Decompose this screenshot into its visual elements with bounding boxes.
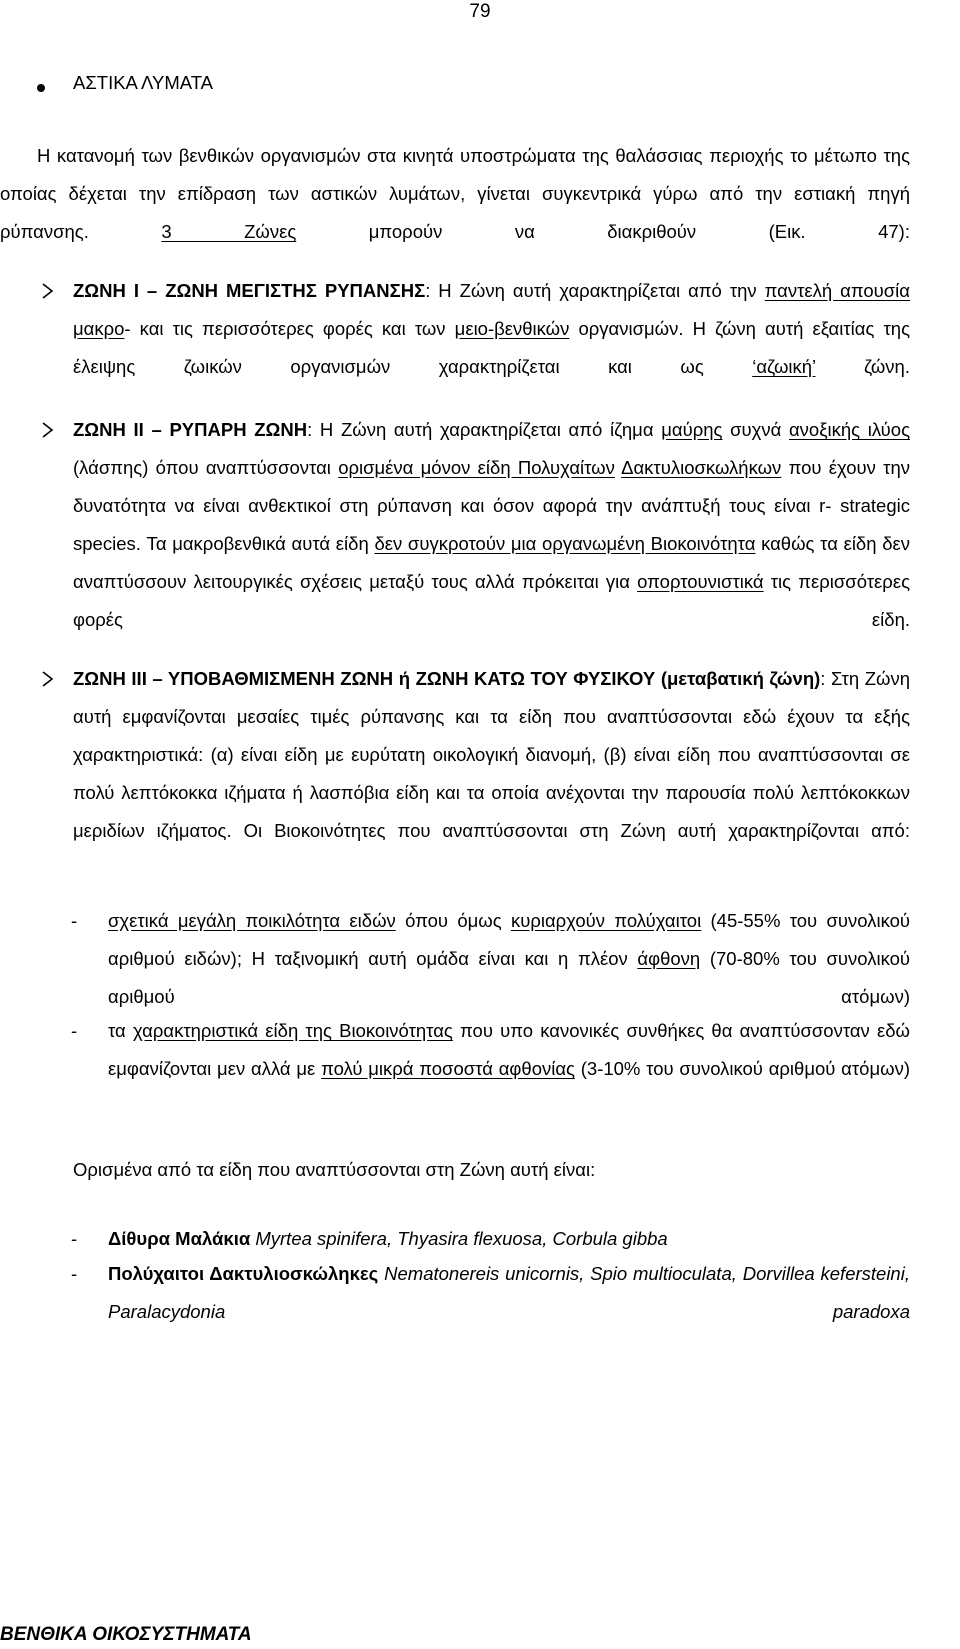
species-item-1 bbox=[108, 1220, 910, 1258]
zone-1-paragraph bbox=[73, 272, 910, 424]
arrow-bullet-icon bbox=[37, 669, 57, 689]
zone-2-text-7: τις περισσότερες φορές είδη. bbox=[73, 571, 910, 630]
zone-1-text-4: ζώνη. bbox=[815, 356, 910, 377]
zone-3-title: ΖΩΝΗ ΙΙΙ – ΥΠΟΒΑΘΜΙΣΜΕΝΗ ΖΩΝΗ ή ΖΩΝΗ ΚΑΤΩ ΤΟΥ ΦΥΣΙΚΟΥ (μεταβατική ζώνη) bbox=[73, 668, 821, 689]
species-names-1: Myrtea spinifera, Thyasira flexuosa, Corbula gibba bbox=[250, 1228, 668, 1249]
species-group-1: Δίθυρα Μαλάκια bbox=[108, 1228, 251, 1249]
item-1-text-2: (45-55% του συνολικού αριθμού ειδών); Η ταξινομική αυτή ομάδα είναι και η πλέον bbox=[108, 910, 910, 969]
page-number: 79 bbox=[469, 1, 491, 22]
zone-3-item-2 bbox=[108, 1012, 910, 1126]
species-group-2: Πολύχαιτοι Δακτυλιοσκώληκες bbox=[108, 1263, 379, 1284]
arrow-bullet-icon bbox=[37, 281, 57, 301]
zone-2-text-6: καθώς τα είδη δεν αναπτύσσουν λειτουργικές σχέσεις μεταξύ τους αλλά πρόκειται για bbox=[73, 533, 910, 592]
zone-2-underline-2: ανοξικής ιλύος bbox=[788, 419, 910, 440]
zone-3-text-1: : Στη Ζώνη αυτή εμφανίζονται μεσαίες τιμές ρύπανσης και τα είδη που αναπτύσσονται εδώ έχουν τα εξής χαρακτηριστικά: (α) είναι είδη με ευρύτατη οικολογική διανομή, (β) είναι είδη που αναπτύσσονται σε πολύ λεπτόκοκκα ιζήματα ή λασπόβια είδη και τα οποία ανέχονται την παρουσία πολύ λεπτόκοκκων μεριδίων ιζήματος. Οι Βιοκοινότητες που αναπτύσσονται στη Ζώνη αυτή χαρακτηρίζονται από: bbox=[73, 668, 910, 841]
zone-1-text-3: οργανισμών. Η ζώνη αυτή εξαιτίας της έλειψης ζωικών οργανισμών χαρακτηρίζεται και ως bbox=[73, 318, 910, 377]
zone-2-underline-4: Δακτυλιοσκωλήκων bbox=[621, 457, 782, 478]
section-heading: ΑΣΤΙΚΑ ΛΥΜΑΤΑ bbox=[73, 72, 213, 93]
dash-marker: - bbox=[71, 1263, 78, 1284]
item-1-underline-3: άφθονη bbox=[637, 948, 701, 969]
item-2-text-2: που υπο κανονικές συνθήκες θα αναπτύσσονταν εδώ εμφανίζονται μεν αλλά με bbox=[108, 1020, 910, 1079]
bullet-icon bbox=[37, 84, 45, 92]
dash-marker: - bbox=[71, 910, 78, 931]
item-1-text-3: (70-80% του συνολικού αριθμού ατόμων) bbox=[108, 948, 910, 1007]
zone-1-underline-3: ‘αζωική’ bbox=[752, 356, 816, 377]
page-footer: ΒΕΝΘΙΚΑ ΟΙΚΟΣΥΣΤΗΜΑΤΑ bbox=[0, 1624, 252, 1645]
zone-1-title: ΖΩΝΗ Ι – ΖΩΝΗ ΜΕΓΙΣΤΗΣ ΡΥΠΑΝΣΗΣ bbox=[73, 280, 426, 301]
intro-paragraph bbox=[0, 137, 910, 289]
zone-2-text-3: (λάσπης) όπου αναπτύσσονται bbox=[73, 457, 339, 478]
intro-text-1: Η κατανομή των βενθικών οργανισμών στα κινητά υποστρώματα της θαλάσσιας περιοχής το μέτωπο της οποίας δέχεται την επίδραση των αστικών λυμάτων, γίνεται συγκεντρικά γύρω από την εστιακή πηγή ρύπανσης. bbox=[0, 145, 910, 242]
dash-marker: - bbox=[71, 1020, 78, 1041]
species-intro: Ορισμένα από τα είδη που αναπτύσσονται στη Ζώνη αυτή είναι: bbox=[73, 1159, 596, 1180]
zone-2-underline-3: ορισμένα μόνον είδη Πολυχαίτων bbox=[338, 457, 615, 478]
zone-1-text-2: - και τις περισσότερες φορές και των bbox=[124, 318, 455, 339]
intro-underline-1: 3 Ζώνες bbox=[161, 221, 297, 242]
item-2-underline-1: χαρακτηριστικά είδη της Βιοκοινότητας bbox=[132, 1020, 453, 1041]
zone-2-paragraph bbox=[73, 411, 910, 677]
zone-2-text-5: που έχουν την δυνατότητα να είναι ανθεκτικοί στη ρύπανση και όσον αφορά την ανάπτυξή τους είναι r- strategic species. Τα μακροβενθικά αυτά είδη bbox=[73, 457, 910, 554]
zone-1-underline-2: μειο-βενθικών bbox=[454, 318, 570, 339]
zone-2-title: ΖΩΝΗ ΙΙ – ΡΥΠΑΡΗ ΖΩΝΗ bbox=[73, 419, 308, 440]
species-item-2 bbox=[108, 1255, 910, 1369]
zone-1-text-1: : Η Ζώνη αυτή χαρακτηρίζεται από την bbox=[425, 280, 765, 301]
item-1-underline-2: κυριαρχούν πολύχαιτοι bbox=[510, 910, 702, 931]
item-1-underline-1: σχετικά μεγάλη ποικιλότητα ειδών bbox=[108, 910, 396, 931]
arrow-bullet-icon bbox=[37, 420, 57, 440]
item-1-text-1: όπου όμως bbox=[395, 910, 511, 931]
zone-2-underline-1: μαύρης bbox=[661, 419, 723, 440]
intro-text-2: μπορούν να διακριθούν (Εικ. 47): bbox=[296, 221, 910, 242]
item-2-text-1: τα bbox=[108, 1020, 133, 1041]
zone-2-text-2: συχνά bbox=[722, 419, 789, 440]
zone-1-underline-1: παντελή απουσία μακρο bbox=[73, 280, 910, 339]
zone-2-text-1: : Η Ζώνη αυτή χαρακτηρίζεται από ίζημα bbox=[307, 419, 662, 440]
item-2-underline-2: πολύ μικρά ποσοστά αφθονίας bbox=[321, 1058, 575, 1079]
zone-3-paragraph bbox=[73, 660, 910, 888]
zone-2-underline-5: δεν συγκροτούν μια οργανωμένη Βιοκοινότητα bbox=[374, 533, 756, 554]
dash-marker: - bbox=[71, 1228, 78, 1249]
species-names-2: Nematonereis unicornis, Spio multioculata, Dorvillea kefersteini, Paralacydonia paradoxa bbox=[108, 1263, 910, 1322]
zone-2-underline-6: οπορτουνιστικά bbox=[637, 571, 764, 592]
item-2-text-3: (3-10% του συνολικού αριθμού ατόμων) bbox=[574, 1058, 910, 1079]
